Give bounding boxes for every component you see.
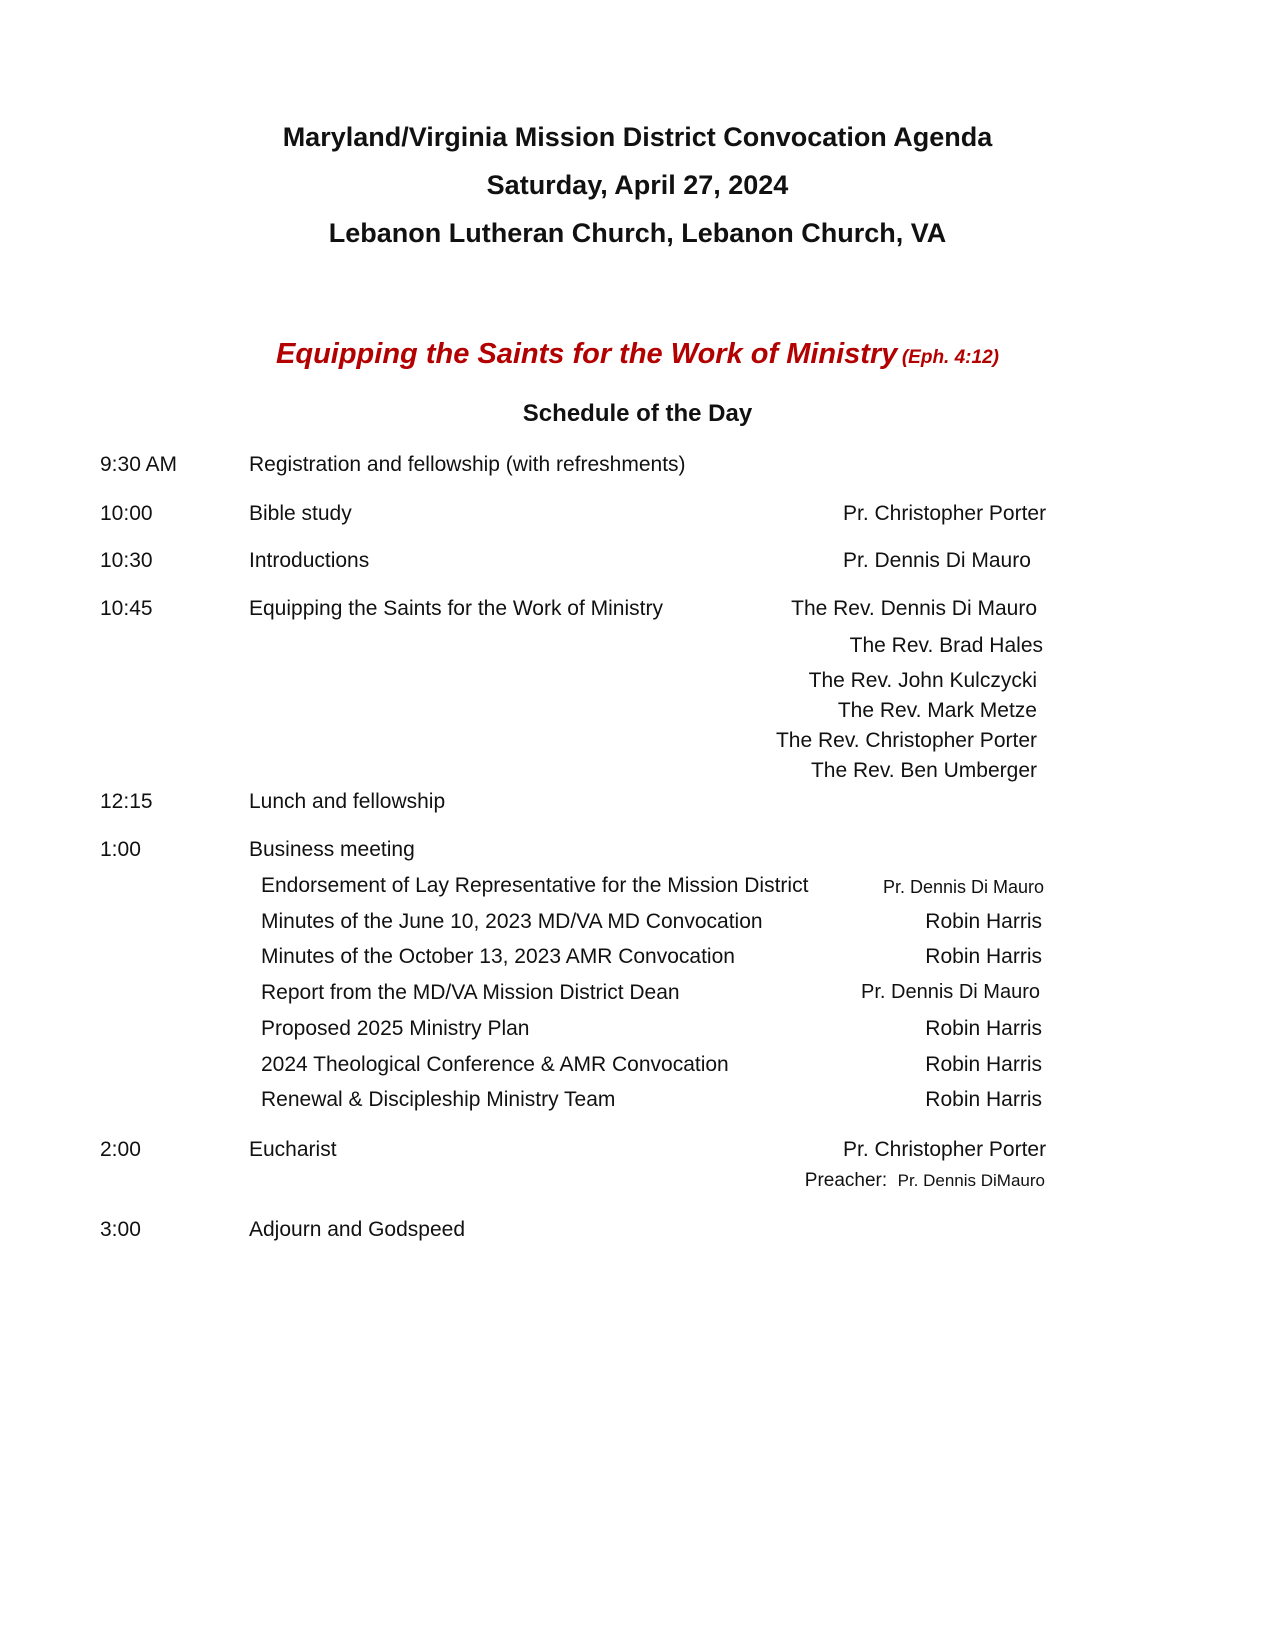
leader-introductions: Pr. Dennis Di Mauro xyxy=(843,549,1031,572)
preacher-label: Preacher: xyxy=(804,1170,888,1191)
theme-line xyxy=(0,338,1275,371)
theme-reference: (Eph. 4:12) xyxy=(901,347,999,368)
event-introductions: Introductions xyxy=(249,549,370,572)
theme-title: Equipping the Saints for the Work of Ministry xyxy=(276,338,898,370)
panelist: The Rev. Dennis Di Mauro xyxy=(791,597,1037,620)
time-300: 3:00 xyxy=(100,1218,141,1241)
business-item: Endorsement of Lay Representative for the Mission District xyxy=(261,874,809,897)
business-item: Minutes of the June 10, 2023 MD/VA MD Convocation xyxy=(261,910,763,933)
business-item: Renewal & Discipleship Ministry Team xyxy=(261,1088,616,1111)
time-1030: 10:30 xyxy=(100,549,153,572)
panelist: The Rev. Mark Metze xyxy=(837,699,1037,722)
leader-eucharist: Pr. Christopher Porter xyxy=(843,1138,1047,1161)
event-eucharist: Eucharist xyxy=(249,1138,337,1161)
business-item-presenter: Pr. Dennis Di Mauro xyxy=(861,981,1040,1003)
event-registration: Registration and fellowship (with refreshments) xyxy=(249,453,686,476)
event-bible-study: Bible study xyxy=(249,502,352,525)
business-item-presenter: Robin Harris xyxy=(925,1088,1042,1111)
event-location: Lebanon Lutheran Church, Lebanon Church, VA xyxy=(328,218,947,248)
agenda-title: Maryland/Virginia Mission District Convocation Agenda xyxy=(282,122,993,152)
panelist: The Rev. Ben Umberger xyxy=(810,759,1037,782)
business-item-presenter: Robin Harris xyxy=(925,910,1042,933)
panelist: The Rev. John Kulczycki xyxy=(808,669,1037,692)
time-1215: 12:15 xyxy=(100,790,153,813)
business-item-presenter: Robin Harris xyxy=(925,1017,1042,1040)
event-equipping-panel: Equipping the Saints for the Work of Ministry xyxy=(249,597,663,620)
business-item: Minutes of the October 13, 2023 AMR Convocation xyxy=(261,945,735,968)
business-item-presenter: Pr. Dennis Di Mauro xyxy=(882,877,1044,897)
business-item-presenter: Robin Harris xyxy=(925,945,1042,968)
business-item: Report from the MD/VA Mission District Dean xyxy=(261,981,680,1004)
event-adjourn: Adjourn and Godspeed xyxy=(249,1218,465,1241)
time-200: 2:00 xyxy=(100,1138,141,1161)
panelist: The Rev. Christopher Porter xyxy=(775,729,1037,752)
preacher-line xyxy=(805,1170,1045,1192)
time-100: 1:00 xyxy=(100,838,141,861)
event-date: Saturday, April 27, 2024 xyxy=(486,170,789,200)
time-1045: 10:45 xyxy=(100,597,153,620)
event-business-meeting: Business meeting xyxy=(249,838,415,861)
time-1000: 10:00 xyxy=(100,502,153,525)
time-930: 9:30 AM xyxy=(100,453,178,476)
business-item: Proposed 2025 Ministry Plan xyxy=(261,1017,530,1040)
event-lunch: Lunch and fellowship xyxy=(249,790,446,813)
panelist: The Rev. Brad Hales xyxy=(849,634,1043,657)
business-item: 2024 Theological Conference & AMR Convocation xyxy=(261,1053,729,1076)
preacher-name: Pr. Dennis DiMauro xyxy=(897,1171,1045,1190)
leader-bible-study: Pr. Christopher Porter xyxy=(843,502,1047,525)
business-item-presenter: Robin Harris xyxy=(925,1053,1042,1076)
schedule-title: Schedule of the Day xyxy=(522,400,753,427)
